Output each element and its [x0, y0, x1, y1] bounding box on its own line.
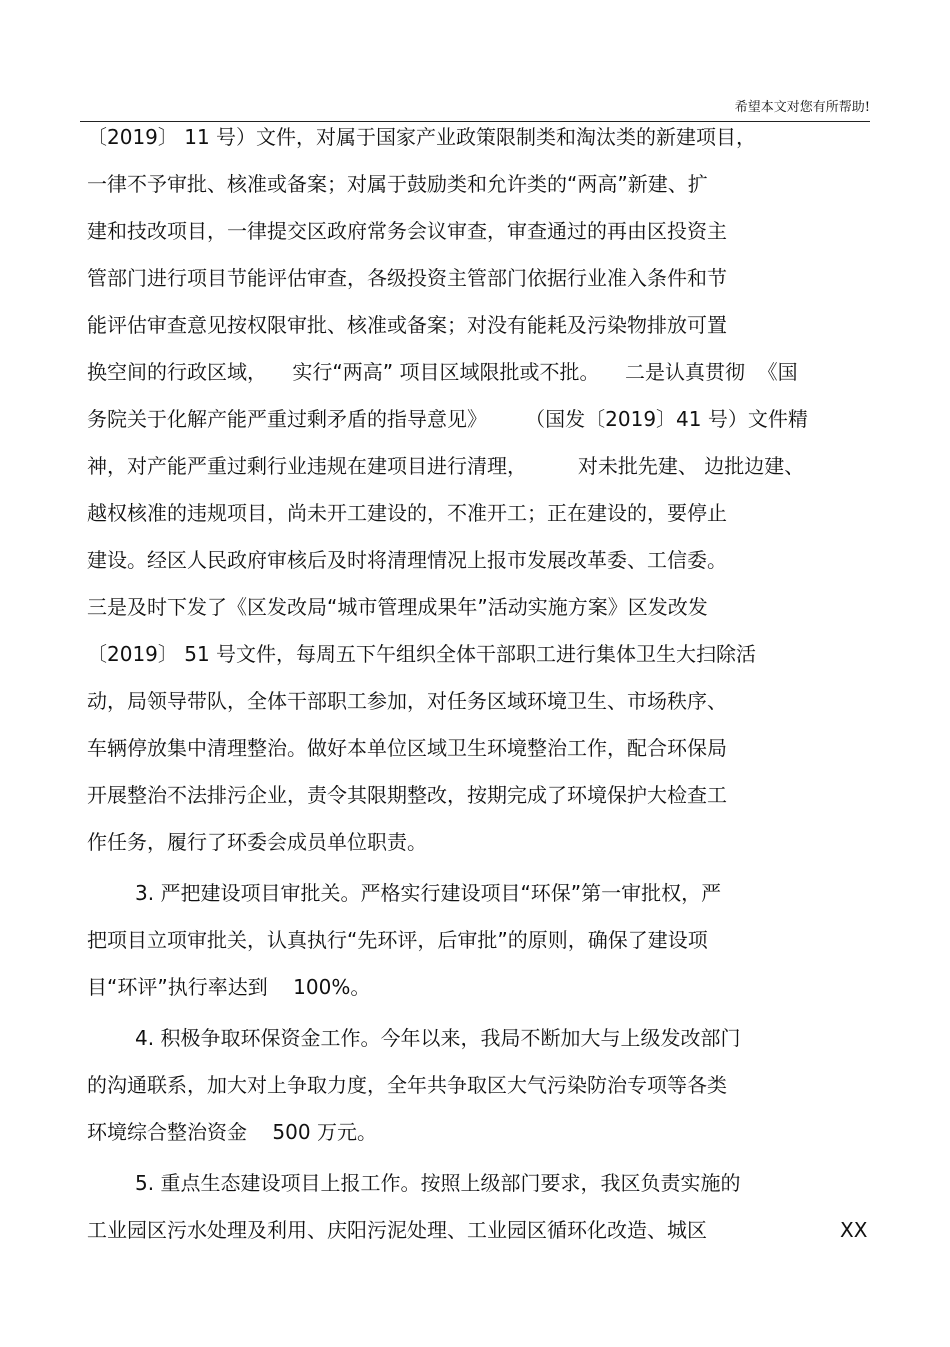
- text-line: 的沟通联系，加大对上争取力度，全年共争取区大气污染防治专项等各类: [87, 1073, 727, 1097]
- text-line: 动，局领导带队，全体干部职工参加，对任务区域环境卫生、市场秩序、: [87, 689, 727, 713]
- text-line: 5. 重点生态建设项目上报工作。按照上级部门要求，我区负责实施的: [135, 1171, 741, 1195]
- text-line: 〔2019〕 11 号）文件，对属于国家产业政策限制类和淘汰类的新建项目，: [87, 125, 757, 149]
- document-body: [87, 114, 887, 1254]
- text-line: 把项目立项审批关，认真执行“先环评，后审批”的原则，确保了建设项: [87, 928, 708, 952]
- text-line: 越权核准的违规项目，尚未开工建设的，不准开工；正在建设的，要停止: [87, 501, 727, 525]
- text-line: 换空间的行政区域， 实行“两高” 项目区域限批或不批。 二是认真贯彻 《国: [87, 360, 798, 384]
- text-line: 开展整治不法排污企业，责令其限期整改，按期完成了环境保护大检查工: [87, 783, 727, 807]
- text-line: 一律不予审批、核准或备案；对属于鼓励类和允许类的“两高”新建、扩: [87, 172, 708, 196]
- text-line: 神，对产能严重过剩行业违规在建项目进行清理， 对未批先建、 边批边建、: [87, 454, 805, 478]
- text-line-content: 工业园区污水处理及利用、庆阳污泥处理、工业园区循环化改造、城区: [87, 1218, 707, 1242]
- trailing-placeholder: XX: [840, 1218, 868, 1242]
- text-line: 能评估审查意见按权限审批、核准或备案；对没有能耗及污染物排放可置: [87, 313, 727, 337]
- text-line: 〔2019〕 51 号文件，每周五下午组织全体干部职工进行集体卫生大扫除活: [87, 642, 757, 666]
- text-line: 车辆停放集中清理整治。做好本单位区域卫生环境整治工作，配合环保局: [87, 736, 727, 760]
- text-line: 4. 积极争取环保资金工作。今年以来，我局不断加大与上级发改部门: [135, 1026, 741, 1050]
- text-line: 三是及时下发了《区发改局“城市管理成果年”活动实施方案》区发改发: [87, 595, 708, 619]
- text-line: 务院关于化解产能严重过剩矛盾的指导意见》 （国发〔2019〕41 号）文件精: [87, 407, 808, 431]
- text-line: 目“环评”执行率达到 100%。: [87, 975, 371, 999]
- text-line: 管部门进行项目节能评估审查，各级投资主管部门依据行业准入条件和节: [87, 266, 727, 290]
- text-line: 环境综合整治资金 500 万元。: [87, 1120, 377, 1144]
- text-line: 建和技改项目，一律提交区政府常务会议审查，审查通过的再由区投资主: [87, 219, 727, 243]
- header-note: 希望本文对您有所帮助!: [734, 100, 870, 115]
- text-line: 3. 严把建设项目审批关。严格实行建设项目“环保”第一审批权，严: [135, 881, 722, 905]
- text-line: [87, 1207, 887, 1254]
- text-line: 作任务，履行了环委会成员单位职责。: [87, 830, 427, 854]
- text-line: 建设。经区人民政府审核后及时将清理情况上报市发展改革委、工信委。: [87, 548, 727, 572]
